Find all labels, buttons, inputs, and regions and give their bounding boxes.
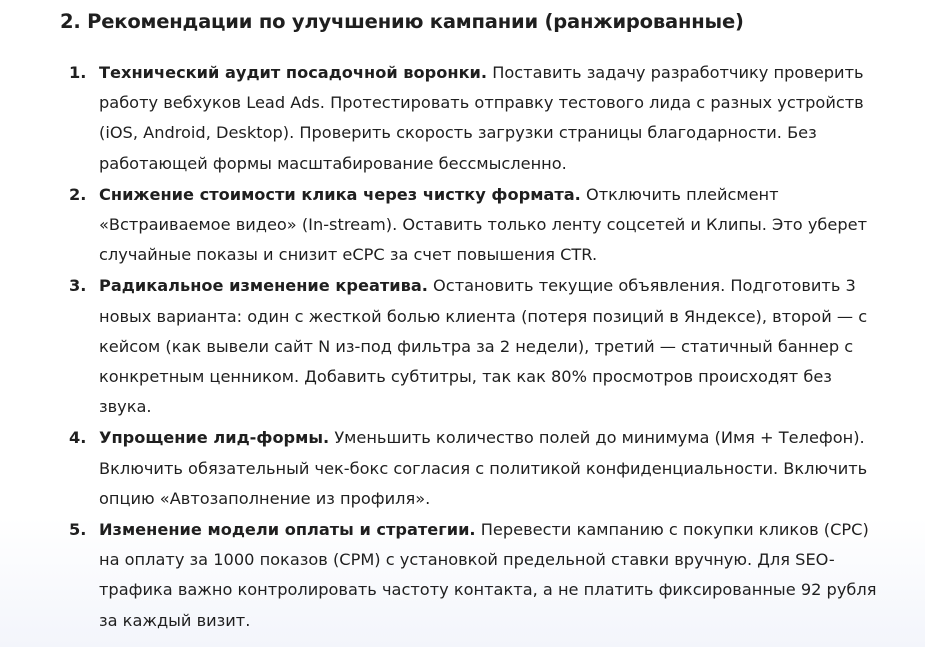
list-item: [0, 271, 925, 422]
section-title: 2. Рекомендации по улучшению кампании (ранжированные): [60, 10, 744, 33]
list-item-number: 5.: [69, 520, 87, 540]
list-item-text: Отключить плейсмент «Встраиваемое видео» (In-stream). Оставить только ленту соцсетей и Клипы. Это уберет случайные показы и снизит eCPC за счет повышения CTR.: [99, 184, 868, 265]
list-item-lead: Снижение стоимости клика через чистку формата.: [99, 184, 581, 204]
list-item-text: Перевести кампанию с покупки кликов (CPC) на оплату за 1000 показов (CPM) с установкой предельной ставки вручную. Для SEO-трафика важно контролировать частоту контакта, а не платить фиксированные 92 рубля за каждый визит.: [99, 520, 877, 630]
list-item: [0, 515, 925, 636]
list-item-number: 4.: [69, 428, 87, 448]
list-item: [0, 423, 925, 514]
list-item-number: 2.: [69, 184, 87, 204]
list-item-number: 3.: [69, 276, 87, 296]
list-item: [0, 58, 925, 179]
list-item-text: Остановить текущие объявления. Подготовить 3 новых варианта: один с жесткой болью клиента (потеря позиций в Яндексе), второй — с кейсом (как вывели сайт N из-под фильтра за 2 недели), третий — статичный баннер с конкретным ценником. Добавить субтитры, так как 80% просмотров происходят без звука.: [99, 276, 868, 417]
list-item-number: 1.: [69, 63, 87, 82]
list-item-lead: Радикальное изменение креатива.: [99, 276, 428, 296]
list-item-lead: Технический аудит посадочной воронки.: [99, 63, 488, 82]
list-item-lead: Изменение модели оплаты и стратегии.: [99, 520, 476, 540]
recommendations-list: [0, 58, 925, 636]
list-item-text: Поставить задачу разработчику проверить работу вебхуков Lead Ads. Протестировать отправку тестового лида с разных устройств (iOS, Android, Desktop). Проверить скорость загрузки страницы благодарности. Без работающей формы масштабирование бессмысленно.: [99, 63, 864, 173]
list-item-lead: Упрощение лид-формы.: [99, 428, 330, 448]
list-item: [0, 180, 925, 271]
list-item-text: Уменьшить количество полей до минимума (Имя + Телефон). Включить обязательный чек-бокс согласия с политикой конфиденциальности. Включить опцию «Автозаполнение из профиля».: [99, 428, 868, 508]
